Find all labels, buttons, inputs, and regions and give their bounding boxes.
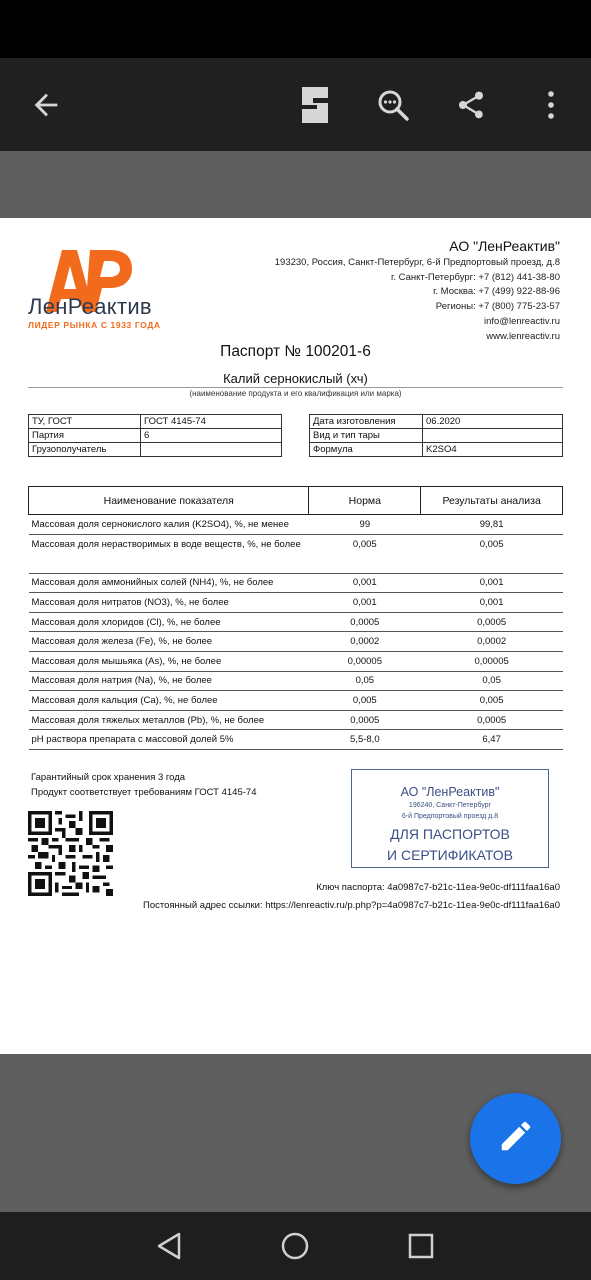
company-email: info@lenreactiv.ru — [484, 315, 560, 327]
header-parameter: Наименование показателя — [29, 487, 309, 515]
info-table-left — [28, 414, 282, 457]
result-cell: 0,05 — [421, 671, 563, 691]
parameter-cell: Массовая доля хлоридов (Cl), %, не более — [29, 612, 309, 632]
result-cell: 6,47 — [421, 730, 563, 750]
parameter-cell: Массовая доля тяжелых металлов (Pb), %, не более — [29, 710, 309, 730]
norm-cell: 0,00005 — [309, 651, 421, 671]
result-cell: 0,001 — [421, 593, 563, 613]
norm-cell: 0,0002 — [309, 632, 421, 652]
norm-cell: 0,005 — [309, 534, 421, 573]
stamp-address-1: 196240, Санкт-Петербург — [408, 802, 492, 809]
parameter-cell: Массовая доля сернокислого калия (K2SO4), %, не менее — [29, 515, 309, 535]
info-row — [310, 429, 563, 443]
logo-tagline: ЛИДЕР РЫНКА С 1933 ГОДА — [28, 320, 161, 330]
info-value: K2SO4 — [423, 443, 563, 457]
info-label: Вид и тип тары — [310, 429, 423, 443]
edit-pencil-icon — [497, 1117, 535, 1160]
logo-wordmark: ЛенРеактив — [28, 294, 152, 319]
result-cell: 0,005 — [421, 691, 563, 711]
stamp-purpose-1: ДЛЯ ПАСПОРТОВ — [390, 826, 510, 842]
table-row — [29, 632, 563, 652]
phone-moscow: г. Москва: +7 (499) 922-88-96 — [433, 286, 560, 298]
table-row — [29, 612, 563, 632]
product-name: Калий сернокислый (хч) — [223, 371, 368, 386]
result-cell: 0,0005 — [421, 710, 563, 730]
info-value: ГОСТ 4145-74 — [141, 415, 282, 429]
edit-button[interactable] — [470, 1093, 561, 1184]
table-row — [29, 573, 563, 593]
phone-regions: Регионы: +7 (800) 775-23-57 — [435, 301, 560, 313]
info-value: 06.2020 — [423, 415, 563, 429]
viewer-background — [0, 151, 591, 218]
info-value — [423, 429, 563, 443]
parameter-cell: Массовая доля аммонийных солей (NH4), %, не более — [29, 573, 309, 593]
company-address: 193230, Россия, Санкт-Петербург, 6-й Предпортовый проезд, д.8 — [274, 257, 560, 268]
table-row — [29, 671, 563, 691]
reader-mode-icon[interactable] — [294, 84, 336, 126]
parameter-cell: Массовая доля кальция (Ca), %, не более — [29, 691, 309, 711]
info-label: Формула — [310, 443, 423, 457]
norm-cell: 0,05 — [309, 671, 421, 691]
info-row — [29, 429, 282, 443]
norm-cell: 99 — [309, 515, 421, 535]
info-table-right — [309, 414, 563, 457]
nav-home-icon[interactable] — [275, 1226, 315, 1266]
norm-cell: 0,001 — [309, 593, 421, 613]
result-cell: 0,0005 — [421, 612, 563, 632]
info-row — [29, 415, 282, 429]
company-info — [275, 238, 560, 344]
info-label: Грузополучатель — [29, 443, 141, 457]
phone-spb: г. Санкт-Петербург: +7 (812) 441-38-80 — [391, 271, 560, 283]
info-value — [141, 443, 282, 457]
table-row — [29, 515, 563, 535]
share-icon[interactable] — [450, 84, 492, 126]
info-label: Партия — [29, 429, 141, 443]
nav-recents-icon[interactable] — [401, 1226, 441, 1266]
status-bar — [0, 0, 591, 58]
nav-back-icon[interactable] — [149, 1226, 189, 1266]
result-cell: 0,0002 — [421, 632, 563, 652]
storage-note: Гарантийный срок хранения 3 года — [31, 772, 186, 783]
product-caption: (наименование продукта и его квалификация или марка) — [189, 389, 402, 398]
company-stamp — [351, 769, 549, 868]
info-label: Дата изготовления — [310, 415, 423, 429]
result-cell: 0,005 — [421, 534, 563, 573]
analysis-results-table — [28, 486, 563, 750]
table-row — [29, 691, 563, 711]
qr-code — [28, 811, 113, 896]
stamp-company: АО "ЛенРеактив" — [400, 785, 500, 799]
arrow-back-icon[interactable] — [25, 84, 67, 126]
table-row — [29, 534, 563, 573]
parameter-cell: pH раствора препарата с массовой долей 5% — [29, 730, 309, 750]
info-value: 6 — [141, 429, 282, 443]
table-row — [29, 730, 563, 750]
parameter-cell: Массовая доля мышьяка (As), %, не более — [29, 651, 309, 671]
document-page — [0, 218, 591, 1054]
footnote — [31, 770, 256, 800]
info-label: ТУ, ГОСТ — [29, 415, 141, 429]
result-cell: 0,00005 — [421, 651, 563, 671]
header-result: Результаты анализа — [421, 487, 563, 515]
product-divider — [28, 387, 563, 388]
header-norm: Норма — [309, 487, 421, 515]
table-row — [29, 651, 563, 671]
company-name: АО "ЛенРеактив" — [449, 238, 560, 254]
norm-cell: 0,0005 — [309, 710, 421, 730]
company-website: www.lenreactiv.ru — [486, 330, 560, 342]
parameter-cell: Массовая доля нитратов (NO3), %, не более — [29, 593, 309, 613]
passport-title: Паспорт № 100201-6 — [220, 343, 371, 360]
norm-cell: 0,005 — [309, 691, 421, 711]
system-navigation-bar — [0, 1212, 591, 1280]
stamp-purpose-2: И СЕРТИФИКАТОВ — [387, 847, 513, 863]
norm-cell: 0,0005 — [309, 612, 421, 632]
permalink[interactable]: Постоянный адрес ссылки: https://lenreactiv.ru/p.php?p=4a0987c7-b21c-11ea-9e0c-df111faa16a0 — [143, 900, 560, 911]
norm-cell: 5,5-8,0 — [309, 730, 421, 750]
table-row — [29, 710, 563, 730]
search-icon[interactable] — [372, 84, 414, 126]
stamp-address-2: 6-й Предпортовый проезд д.8 — [401, 813, 499, 820]
more-vert-icon[interactable] — [530, 84, 572, 126]
results-header-row — [29, 487, 563, 515]
info-row — [310, 415, 563, 429]
result-cell: 99,81 — [421, 515, 563, 535]
passport-key: Ключ паспорта: 4a0987c7-b21c-11ea-9e0c-df111faa16a0 — [316, 882, 560, 893]
result-cell: 0,001 — [421, 573, 563, 593]
info-row — [29, 443, 282, 457]
compliance-note: Продукт соответствует требованиям ГОСТ 4145-74 — [31, 787, 257, 798]
norm-cell: 0,001 — [309, 573, 421, 593]
parameter-cell: Массовая доля железа (Fe), %, не более — [29, 632, 309, 652]
info-row — [310, 443, 563, 457]
parameter-cell: Массовая доля нерастворимых в воде веществ, %, не более — [29, 534, 309, 573]
parameter-cell: Массовая доля натрия (Na), %, не более — [29, 671, 309, 691]
table-row — [29, 593, 563, 613]
app-toolbar — [0, 58, 591, 151]
